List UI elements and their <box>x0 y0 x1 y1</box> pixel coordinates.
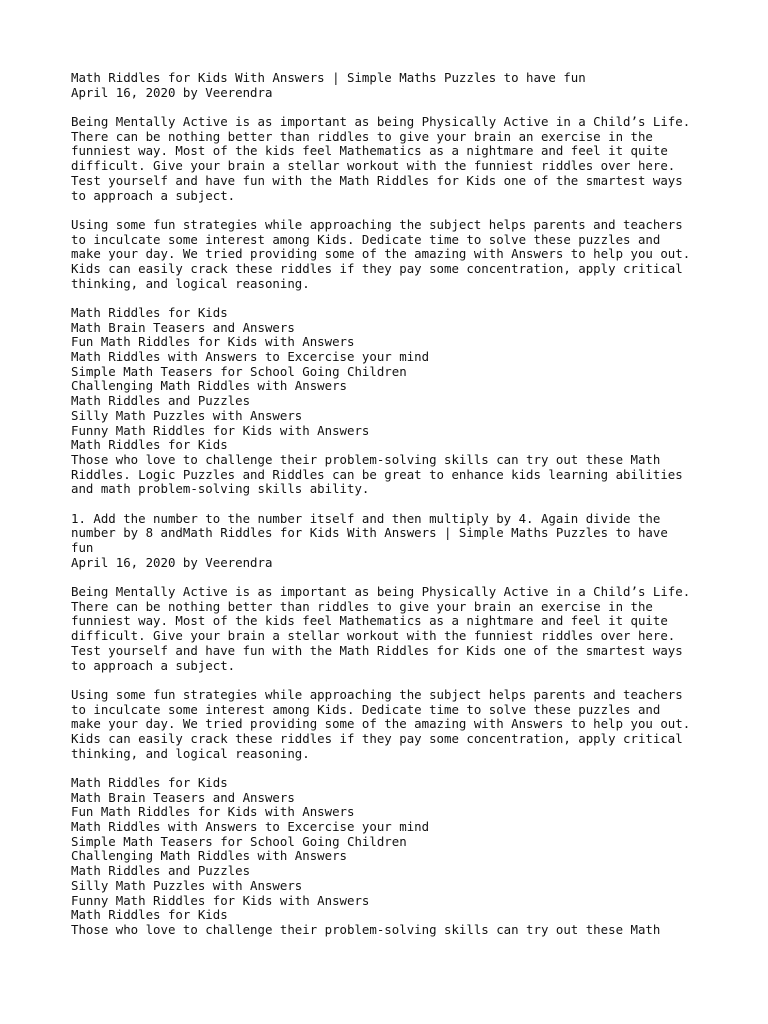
text-line: thinking, and logical reasoning. <box>71 275 310 291</box>
text-line: Challenging Math Riddles with Answers <box>71 378 348 394</box>
text-line: Math Riddles for Kids <box>71 305 228 320</box>
text-line: Those who love to challenge their problem-solving skills can try out these Math <box>71 921 661 937</box>
text-line: thinking, and logical reasoning. <box>71 745 310 761</box>
text-line: Funny Math Riddles for Kids with Answers <box>71 422 370 438</box>
document-body <box>71 71 721 938</box>
text-line: Being Mentally Active is as important as being Physically Active in a Child’s Life. <box>71 114 691 130</box>
text-line: Test yourself and have fun with the Math Riddles for Kids one of the smartest ways <box>71 172 683 188</box>
text-line: funniest way. Most of the kids feel Mathematics as a nightmare and feel it quite <box>71 613 668 629</box>
text-line: Fun Math Riddles for Kids with Answers <box>71 804 355 820</box>
text-line: There can be nothing better than riddles to give your brain an exercise in the <box>71 598 653 614</box>
text-line: Math Brain Teasers and Answers <box>71 789 295 805</box>
text-line: fun <box>71 540 94 555</box>
text-line: Silly Math Puzzles with Answers <box>71 407 303 423</box>
text-line: Challenging Math Riddles with Answers <box>71 848 348 864</box>
text-line: number by 8 andMath Riddles for Kids With Answers | Simple Maths Puzzles to have <box>71 525 668 541</box>
text-line: Math Brain Teasers and Answers <box>71 319 295 335</box>
text-line: April 16, 2020 by Veerendra <box>71 84 273 100</box>
blank-line <box>71 673 721 688</box>
text-line: to approach a subject. <box>71 657 236 673</box>
text-line: Riddles. Logic Puzzles and Riddles can be great to enhance kids learning abilities <box>71 466 683 482</box>
blank-line <box>71 100 721 115</box>
blank-line <box>71 761 721 776</box>
text-line: Kids can easily crack these riddles if they pay some concentration, apply critical <box>71 730 683 746</box>
text-line: make your day. We tried providing some of the amazing with Answers to help you out. <box>71 246 691 262</box>
text-line: Test yourself and have fun with the Math Riddles for Kids one of the smartest ways <box>71 642 683 658</box>
blank-line <box>71 497 721 512</box>
text-line: difficult. Give your brain a stellar workout with the funniest riddles over here. <box>71 628 676 644</box>
text-line: to inculcate some interest among Kids. Dedicate time to solve these puzzles and <box>71 231 661 247</box>
text-line: to inculcate some interest among Kids. Dedicate time to solve these puzzles and <box>71 701 661 717</box>
text-line: Funny Math Riddles for Kids with Answers <box>71 892 370 908</box>
text-line: Being Mentally Active is as important as being Physically Active in a Child’s Life. <box>71 584 691 600</box>
text-line: Kids can easily crack these riddles if they pay some concentration, apply critical <box>71 260 683 276</box>
text-line: and math problem-solving skills ability. <box>71 481 370 497</box>
text-line: Math Riddles with Answers to Excercise your mind <box>71 819 430 835</box>
text-line: Math Riddles and Puzzles <box>71 393 251 409</box>
text-line: Simple Math Teasers for School Going Children <box>71 833 407 849</box>
text-line: Fun Math Riddles for Kids with Answers <box>71 334 355 350</box>
text-line: Math Riddles for Kids <box>71 775 228 790</box>
blank-line <box>71 203 721 218</box>
text-line: to approach a subject. <box>71 187 236 203</box>
text-line: Math Riddles with Answers to Excercise your mind <box>71 349 430 365</box>
text-line: Math Riddles for Kids <box>71 907 228 923</box>
text-line: Using some fun strategies while approaching the subject helps parents and teachers <box>71 686 683 702</box>
text-line: Silly Math Puzzles with Answers <box>71 877 303 893</box>
text-line: April 16, 2020 by Veerendra <box>71 554 273 570</box>
text-line: Simple Math Teasers for School Going Children <box>71 363 407 379</box>
text-line: Math Riddles and Puzzles <box>71 863 251 879</box>
text-line: Those who love to challenge their problem-solving skills can try out these Math <box>71 451 661 467</box>
blank-line <box>71 291 721 306</box>
text-line: Math Riddles for Kids With Answers | Simple Maths Puzzles to have fun <box>71 70 586 85</box>
text-line: difficult. Give your brain a stellar workout with the funniest riddles over here. <box>71 158 676 174</box>
text-line: There can be nothing better than riddles to give your brain an exercise in the <box>71 128 653 144</box>
text-line: Math Riddles for Kids <box>71 437 228 453</box>
blank-line <box>71 570 721 585</box>
text-line: Using some fun strategies while approaching the subject helps parents and teachers <box>71 216 683 232</box>
text-line: make your day. We tried providing some of the amazing with Answers to help you out. <box>71 716 691 732</box>
text-line: 1. Add the number to the number itself and then multiply by 4. Again divide the <box>71 510 661 526</box>
text-line: funniest way. Most of the kids feel Mathematics as a nightmare and feel it quite <box>71 143 668 159</box>
